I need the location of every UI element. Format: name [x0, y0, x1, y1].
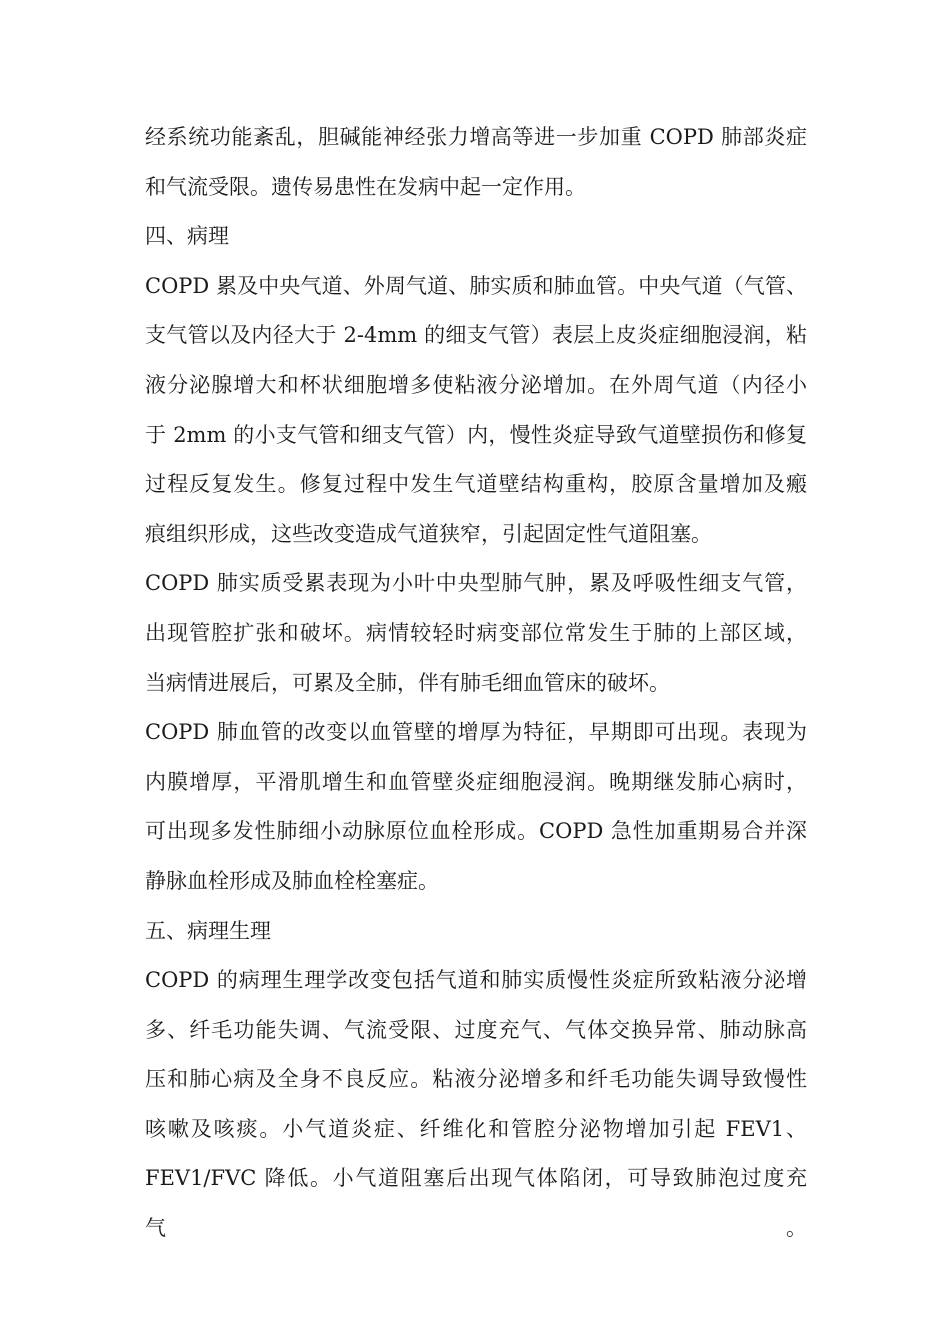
paragraph-continued [145, 113, 807, 212]
text-line: 内膜增厚，平滑肌增生和血管壁炎症细胞浸润。晚期继发肺心病时， [145, 769, 807, 794]
document-body [145, 113, 807, 1241]
text-line: 过程反复发生。修复过程中发生气道壁结构重构，胶原含量增加及瘢 [145, 472, 807, 497]
text-line: 当病情进展后，可累及全肺，伴有肺毛细血管床的破坏。 [145, 670, 670, 695]
paragraph-parenchyma [145, 559, 807, 708]
text-line: COPD 肺血管的改变以血管壁的增厚为特征，早期即可出现。表现为 [145, 720, 807, 745]
text-line: 液分泌腺增大和杯状细胞增多使粘液分泌增加。在外周气道（内径小 [145, 372, 807, 397]
text-line: 痕组织形成，这些改变造成气道狭窄，引起固定性气道阻塞。 [145, 521, 712, 546]
text-line: 经系统功能紊乱，胆碱能神经张力增高等进一步加重 COPD 肺部炎症 [145, 125, 807, 149]
text-line: 支气管以及内径大于 2-4mm 的细支气管）表层上皮炎症细胞浸润，粘 [145, 323, 807, 348]
heading-text: 五、病理生理 [145, 918, 271, 943]
text-line: 压和肺心病及全身不良反应。粘液分泌增多和纤毛功能失调导致慢性 [145, 1067, 807, 1092]
text-line: COPD 的病理生理学改变包括气道和肺实质慢性炎症所致粘液分泌增 [145, 968, 807, 993]
text-line: 和气流受限。遗传易患性在发病中起一定作用。 [145, 174, 586, 199]
paragraph-pathophysiology [145, 956, 807, 1241]
paragraph-airways [145, 262, 807, 560]
text-line: COPD 肺实质受累表现为小叶中央型肺气肿，累及呼吸性细支气管， [145, 571, 807, 596]
text-line: 出现管腔扩张和破坏。病情较轻时病变部位常发生于肺的上部区域， [145, 620, 807, 645]
section-heading-pathophysiology [145, 907, 807, 957]
text-line: 静脉血栓形成及肺血栓栓塞症。 [145, 868, 439, 893]
text-line: 咳嗽及咳痰。小气道炎症、纤维化和管腔分泌物增加引起 FEV1、 [145, 1116, 807, 1141]
text-line: 于 2mm 的小支气管和细支气管）内，慢性炎症导致气道壁损伤和修复 [145, 422, 807, 447]
text-line: 可出现多发性肺细小动脉原位血栓形成。COPD 急性加重期易合并深 [145, 819, 807, 844]
text-line: 多、纤毛功能失调、气流受限、过度充气、气体交换异常、肺动脉高 [145, 1017, 807, 1042]
section-heading-pathology [145, 212, 807, 262]
heading-text: 四、病理 [145, 224, 229, 249]
text-line: FEV1/FVC 降低。小气道阻塞后出现气体陷闭，可导致肺泡过度充气。 [145, 1166, 807, 1241]
paragraph-vessels [145, 708, 807, 906]
text-line: COPD 累及中央气道、外周气道、肺实质和肺血管。中央气道（气管、 [145, 273, 807, 298]
